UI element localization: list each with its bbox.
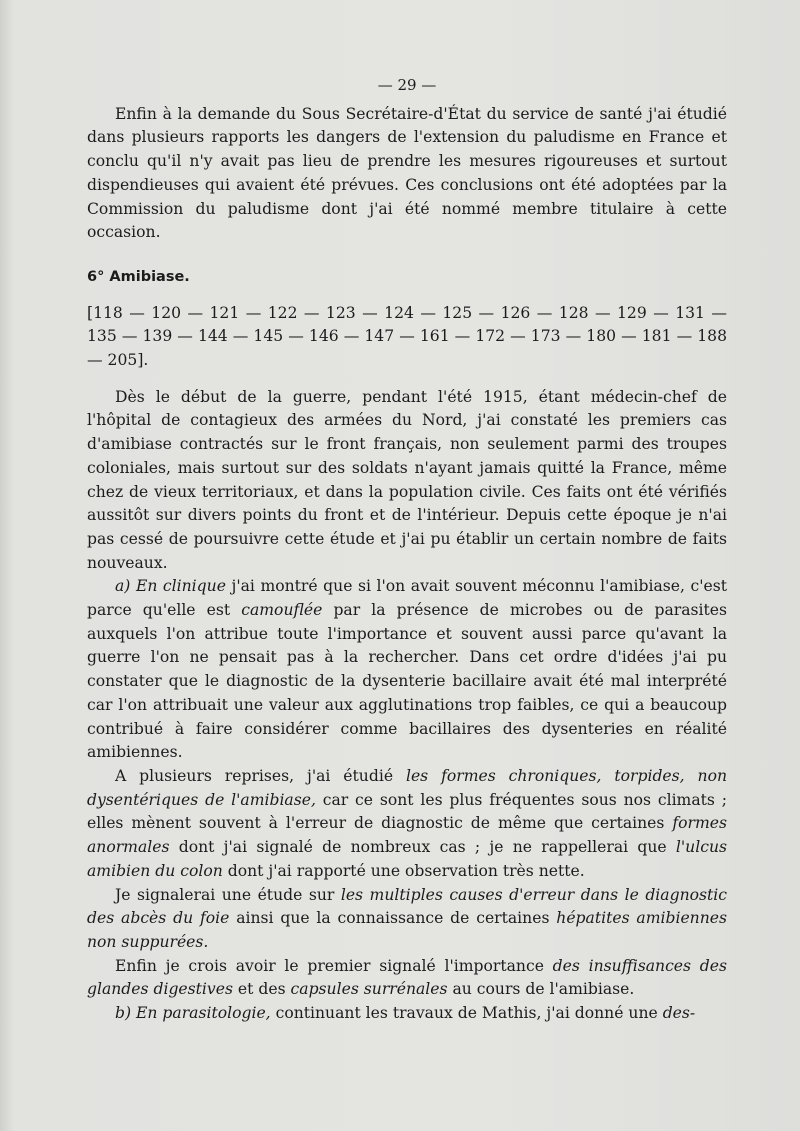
emphasis: En parasitologie, — [136, 1004, 271, 1023]
page-content — [87, 74, 727, 1026]
emphasis: capsules surrénales — [290, 980, 448, 999]
paragraph-text: Enfin je crois avoir le premier signalé l'importance — [115, 956, 553, 975]
paragraph-2 — [87, 575, 727, 765]
section-title: 6° Amibiase. — [87, 268, 190, 285]
paragraph-text: au cours de l'amibiase. — [447, 980, 635, 999]
paragraph-text: par la présence de microbes ou de parasites auxquels l'on attribue toute l'importance et souvent aussi parce qu'avant la guerre l'on ne pensait pas à la rechercher. Dans cet ordre d'idées j'ai pu constater que le diagnostic de la dysenterie bacillaire avait été mal interprété car l'on attribuait une valeur aux agglutinations trop faibles, ce qui a beaucoup contribué à faire considérer comme bacillaires des dysenteries en réalité amibiennes. — [87, 601, 727, 762]
paragraph-text: Je signalerai une étude sur — [115, 885, 341, 904]
paragraph-text: et des — [232, 980, 291, 999]
reference-list: [118 — 120 — 121 — 122 — 123 — 124 — 125 — 126 — 128 — 129 — 131 — 135 — 139 — 144 — 145 — 146 — 147 — 161 — 172 — 173 — 180 — 181 — 188 — 205]. — [87, 303, 727, 370]
emphasis: formes anormales — [87, 814, 727, 857]
paragraph-5 — [87, 955, 727, 1002]
page-number: — 29 — — [377, 76, 437, 94]
paragraph-text: dont j'ai signalé de nombreux cas ; je ne rappellerai que — [169, 838, 676, 857]
emphasis: les formes chroniques, torpides, non dysentériques de l'amibiase, — [87, 766, 727, 809]
list-label-a: a) — [115, 577, 131, 596]
emphasis: les multiples causes d'erreur dans le diagnostic des abcès du foie — [87, 885, 727, 928]
emphasis: l'ulcus amibien du colon — [87, 838, 727, 880]
list-label-b: b) — [115, 1004, 132, 1023]
paragraph-text: car ce sont les plus fréquentes sous nos climats ; elles mènent souvent à l'erreur de diagnostic de même que certaines — [87, 790, 727, 833]
emphasis: En clinique — [135, 577, 226, 596]
emphasis: des insuffisances des glandes digestives — [87, 956, 727, 999]
paragraph-text: ainsi que la connaissance de certaines — [229, 909, 557, 928]
paragraph-6 — [87, 1002, 727, 1026]
paragraph-1: Dès le début de la guerre, pendant l'été 1915, étant médecin-chef de l'hôpital de contagieux des armées du Nord, j'ai constaté les premiers cas d'amibiase contractés sur le front français, non seulement parmi des troupes coloniales, mais surtout sur des soldats n'ayant jamais quitté la France, même chez de vieux territoriaux, et dans la population civile. Ces faits ont été vérifiés aussitôt sur divers points du front et de l'intérieur. Depuis cette époque je n'ai pas cessé de poursuivre cette étude et j'ai pu établir un certain nombre de faits nouveaux. — [87, 387, 727, 572]
paragraph-4 — [87, 884, 727, 955]
emphasis: camouflée — [241, 601, 323, 620]
intro-paragraph: Enfin à la demande du Sous Secrétaire-d'État du service de santé j'ai étudié dans plusieurs rapports les dangers de l'extension du paludisme en France et conclu qu'il n'y avait pas lieu de prendre les mesures rigoureuses et surtout dispendieuses qui avaient été prévues. Ces conclusions ont été adoptées par la Commission du paludisme dont j'ai été nommé membre titulaire à cette occasion. — [87, 104, 727, 242]
paragraph-text: j'ai montré que si l'on avait souvent méconnu l'amibiase, c'est parce qu'elle est — [87, 577, 728, 620]
emphasis: hépatites amibiennes non suppurées. — [87, 909, 727, 951]
paragraph-3 — [87, 765, 727, 884]
paragraph-text: A plusieurs reprises, j'ai étudié — [115, 766, 406, 785]
emphasis: des- — [662, 1004, 696, 1023]
paragraph-text: continuant les travaux de Mathis, j'ai donné une — [270, 1004, 663, 1023]
paragraph-text: dont j'ai rapporté une observation très nette. — [222, 861, 585, 880]
